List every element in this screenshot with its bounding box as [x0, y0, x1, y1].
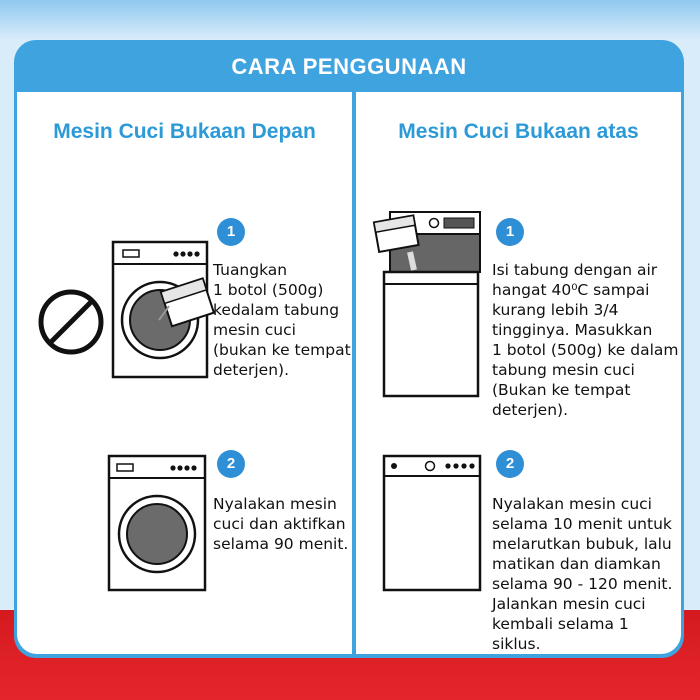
- front-load-step-1-badge: 1: [217, 218, 245, 246]
- front-load-step-1-text: Tuangkan 1 botol (500g) kedalam tabung mesin cuci (bukan ke tempat deterjen).: [213, 261, 351, 379]
- top-load-step-2-text: Nyalakan mesin cuci selama 10 menit untuk melarutkan bubuk, lalu matikan dan diamkan selama 90 - 120 menit. Jalankan mesin cuci kembali selama 1 siklus.: [492, 495, 673, 653]
- top-load-washer-illustration: [382, 454, 482, 594]
- front-load-washer-pour-illustration: [37, 242, 207, 382]
- top-load-step-1-text: Isi tabung dengan air hangat 40⁰C sampai kurang lebih 3/4 tingginya. Masukkan 1 botol (500g) ke dalam tabung mesin cuci (Bukan ke tempat deterjen).: [492, 261, 679, 419]
- header-title: CARA PENGGUNAAN: [231, 54, 467, 79]
- front-load-step-2-text: Nyalakan mesin cuci dan aktifkan selama 90 menit.: [213, 495, 349, 553]
- top-load-step-1-badge: 1: [496, 218, 524, 246]
- prohibited-icon: [41, 292, 101, 352]
- top-load-washer-pour-illustration: [370, 212, 480, 402]
- front-load-step-2-badge: 2: [217, 450, 245, 478]
- top-load-panel: [356, 92, 681, 654]
- instructions-card: [14, 40, 684, 658]
- front-load-washer-illustration: [107, 454, 207, 594]
- top-load-step-2-badge: 2: [496, 450, 524, 478]
- front-load-panel: [17, 92, 352, 654]
- front-load-title: Mesin Cuci Bukaan Depan: [53, 120, 316, 143]
- top-load-title: Mesin Cuci Bukaan atas: [398, 120, 639, 143]
- top-background: [0, 0, 700, 40]
